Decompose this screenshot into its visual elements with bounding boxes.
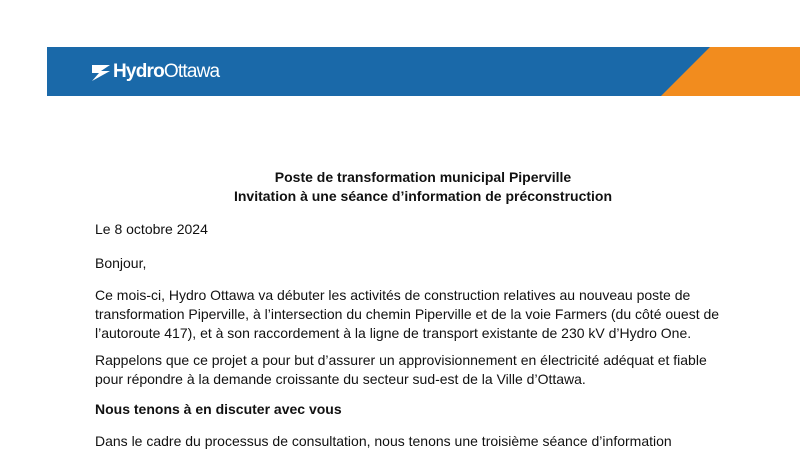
logo-wordmark	[113, 58, 219, 86]
document-subtitle: Invitation à une séance d’information de préconstruction	[233, 188, 613, 204]
section-heading: Nous tenons à en discuter avec vous	[95, 401, 342, 417]
document-title-block	[0, 168, 800, 206]
paragraph-consultation: Dans le cadre du processus de consultation, nous tenons une troisième séance d’information	[95, 433, 672, 449]
logo-text-hydro: Hydro	[113, 61, 164, 82]
paragraph-purpose: Rappelons que ce projet a pour but d’assurer un approvisionnement en électricité adéquat et fiable pour répondre à la demande croissante du secteur sud-est de la Ville d’Ottawa.	[95, 352, 707, 387]
letter-greeting: Bonjour,	[95, 255, 147, 271]
logo-text-ottawa: Ottawa	[163, 61, 220, 82]
hydro-ottawa-logo	[90, 58, 219, 86]
document-title: Poste de transformation municipal Piperville	[274, 169, 572, 185]
letter-date: Le 8 octobre 2024	[95, 221, 208, 237]
lightning-bolt-icon	[90, 61, 112, 83]
header-banner	[47, 47, 800, 96]
paragraph-construction: Ce mois-ci, Hydro Ottawa va débuter les activités de construction relatives au nouveau poste de transformation Piperville, à l’intersection du chemin Piperville et de la voie Farmers (du côté ouest de l’autoroute 417), et à son raccordement à la ligne de transport existante de 230 kV d’Hydro One.	[95, 287, 720, 341]
